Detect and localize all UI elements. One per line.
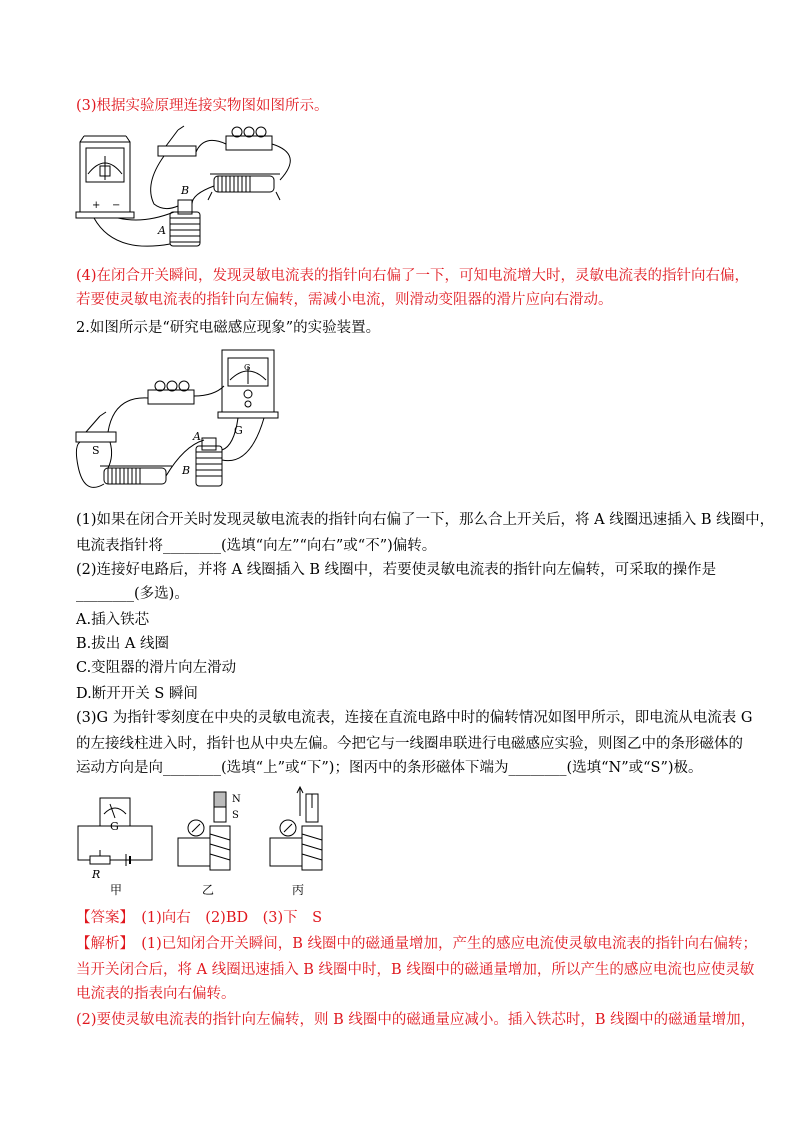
battery [226, 136, 272, 150]
question-2-part-2-line-1: (2)连接好电路后，并将 A 线圈插入 B 线圈中，若要使灵敏电流表的指针向左偏转，可采取的操作是 [76, 562, 717, 578]
switch [158, 146, 196, 156]
question-2-part-2-line-2: ________(多选)。 [76, 586, 189, 602]
analysis-line-4: (2)要使灵敏电流表的指针向左偏转，则 B 线圈中的磁通量应减小。插入铁芯时，B 线圈中的磁通量增加， [76, 1012, 756, 1028]
rheostat [214, 176, 274, 192]
rheostat [104, 468, 166, 484]
label-b: B [182, 464, 191, 477]
option-d: D.断开开关 S 瞬间 [76, 686, 198, 702]
label-g: G [234, 424, 243, 437]
label-a: A [158, 224, 166, 237]
label-r: R [92, 868, 101, 881]
label-g: G [110, 820, 119, 833]
question-2-part-3-line-2: 的左接线柱进入时，指针也从中央左偏。今把它与一线圈串联进行电磁感应实验，则图乙中的条形磁体的 [76, 736, 743, 752]
coil-b [170, 212, 200, 246]
figure-1-circuit-diagram [74, 124, 304, 256]
label-s: S [232, 810, 239, 821]
solution-step-4-line-2: 若要使灵敏电流表的指针向左偏转，需减小电流，则滑动变阻器的滑片应向右滑动。 [76, 292, 613, 308]
label-b: B [181, 184, 190, 197]
minus-terminal: − [112, 200, 121, 211]
plus-terminal: + [92, 200, 101, 211]
label-n: N [232, 794, 241, 805]
caption-bing: 丙 [292, 883, 305, 897]
question-2-part-3-line-1: (3)G 为指针零刻度在中央的灵敏电流表，连接在直流电路中时的偏转情况如图甲所示，即电流从电流表 G [76, 710, 753, 726]
option-a: A.插入铁芯 [76, 612, 150, 628]
figure-2-apparatus [74, 346, 294, 498]
question-2-part-1-line-2: 电流表指针将________(选填“向左”“向右”或“不”)偏转。 [76, 538, 437, 554]
question-2-intro: 2.如图所示是“研究电磁感应现象”的实验装置。 [76, 320, 381, 336]
option-b: B.拔出 A 线圈 [76, 636, 169, 652]
solution-step-3: (3)根据实验原理连接实物图如图所示。 [76, 98, 329, 114]
battery [148, 390, 194, 404]
solution-step-4-line-1: (4)在闭合开关瞬间，发现灵敏电流表的指针向右偏了一下，可知电流增大时，灵敏电流表的指针向右偏， [76, 268, 750, 284]
question-2-part-3-line-3: 运动方向是向________(选填“上”或“下”)；图丙中的条形磁体下端为________(选填“N”或“S”)极。 [76, 760, 703, 776]
option-c: C.变阻器的滑片向左滑动 [76, 660, 237, 676]
analysis-line-1: 【解析】 (1)已知闭合开关瞬间，B 线圈中的磁通量增加，产生的感应电流使灵敏电流表的指针向右偏转； [76, 936, 758, 952]
caption-yi: 乙 [202, 883, 215, 897]
analysis-line-2: 当开关闭合后，将 A 线圈迅速插入 B 线圈中时，B 线圈中的磁通量增加，所以产生的感应电流也应使灵敏 [76, 962, 755, 978]
figure-3-jia-yi-bing [74, 784, 354, 898]
label-g-dial: G [244, 363, 251, 372]
caption-jia: 甲 [110, 883, 123, 897]
label-a: A [193, 430, 201, 443]
answer-line: 【答案】 (1)向右 (2)BD (3)下 S [76, 910, 323, 926]
label-s: S [92, 444, 100, 457]
switch [76, 432, 116, 442]
analysis-line-3: 电流表的指表向右偏转。 [76, 986, 236, 1002]
question-2-part-1-line-1: (1)如果在闭合开关时发现灵敏电流表的指针向右偏了一下，那么合上开关后，将 A 线圈迅速插入 B 线圈中， [76, 512, 775, 528]
